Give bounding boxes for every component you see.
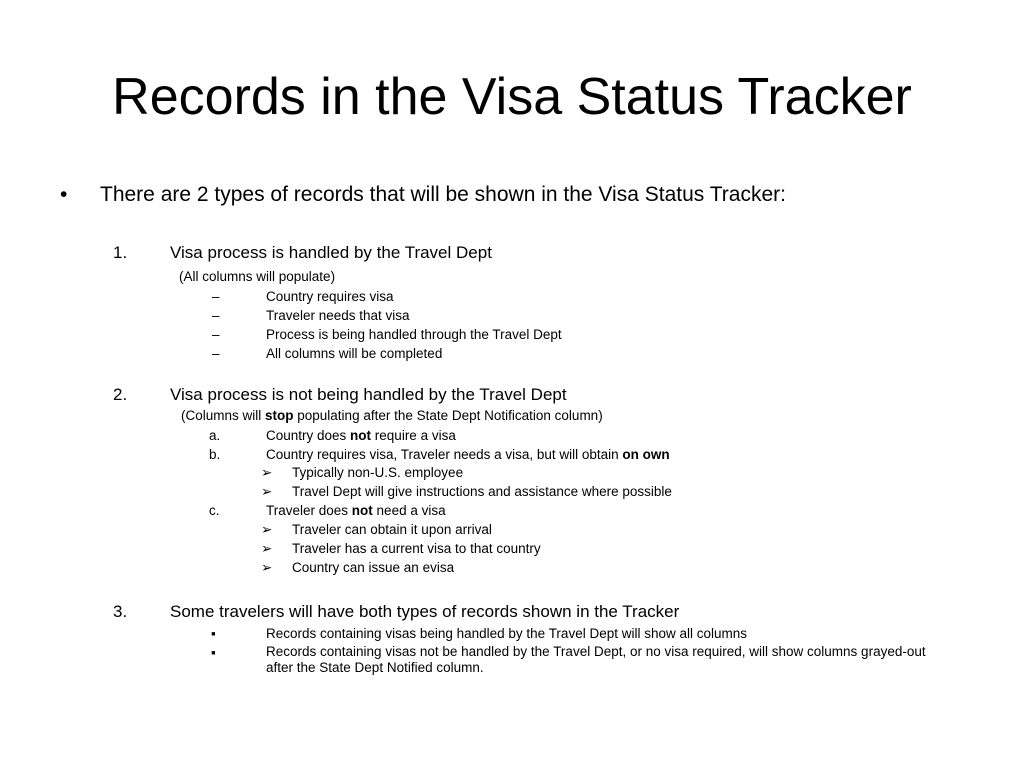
section2-note: (Columns will stop populating after the State Dept Notification column) [181,408,603,423]
section1-item-marker: – [212,346,220,361]
item-c-text: Traveler does not need a visa [266,503,446,518]
arrow-bullet-icon: ➢ [261,465,273,480]
item-b-marker: b. [209,447,221,462]
section1-item-marker: – [212,308,220,323]
sub-item-text: Typically non-U.S. employee [292,465,464,480]
section1-item-text: Process is being handled through the Travel Dept [266,327,562,342]
arrow-bullet-icon: ➢ [261,560,273,575]
intro-bullet: • [60,183,68,206]
item-b-text: Country requires visa, Traveler needs a visa, but will obtain on own [266,447,670,462]
section2-heading: Visa process is not being handled by the Travel Dept [170,385,567,404]
item-a-text: Country does not require a visa [266,428,456,443]
section1-item-marker: – [212,327,220,342]
intro-text: There are 2 types of records that will be shown in the Visa Status Tracker: [100,183,786,206]
square-bullet-icon: ▪ [211,626,216,641]
section1-note: (All columns will populate) [179,269,336,284]
sub-item-text: Traveler has a current visa to that country [292,541,541,556]
item-c-marker: c. [209,503,220,518]
section3-number: 3. [113,602,128,621]
arrow-bullet-icon: ➢ [261,484,273,499]
arrow-bullet-icon: ➢ [261,541,273,556]
sub-item-text: Traveler can obtain it upon arrival [292,522,492,537]
section1-item-text: All columns will be completed [266,346,443,361]
section3-heading: Some travelers will have both types of records shown in the Tracker [170,602,680,621]
sub-item-text: Travel Dept will give instructions and assistance where possible [292,484,672,499]
section1-item-text: Country requires visa [266,289,394,304]
section1-heading: Visa process is handled by the Travel Dept [170,243,492,262]
section1-number: 1. [113,243,128,262]
section1-item-marker: – [212,289,220,304]
section2-number: 2. [113,385,128,404]
section3-item-text: Records containing visas not be handled by the Travel Dept, or no visa required, will show columns grayed-out after the State Dept Notified column. [266,644,926,675]
slide-title: Records in the Visa Status Tracker [112,68,912,126]
section3-item-text: Records containing visas being handled by the Travel Dept will show all columns [266,626,748,641]
square-bullet-icon: ▪ [211,645,216,660]
section1-item-text: Traveler needs that visa [266,308,410,323]
arrow-bullet-icon: ➢ [261,522,273,537]
item-a-marker: a. [209,428,221,443]
sub-item-text: Country can issue an evisa [292,560,455,575]
